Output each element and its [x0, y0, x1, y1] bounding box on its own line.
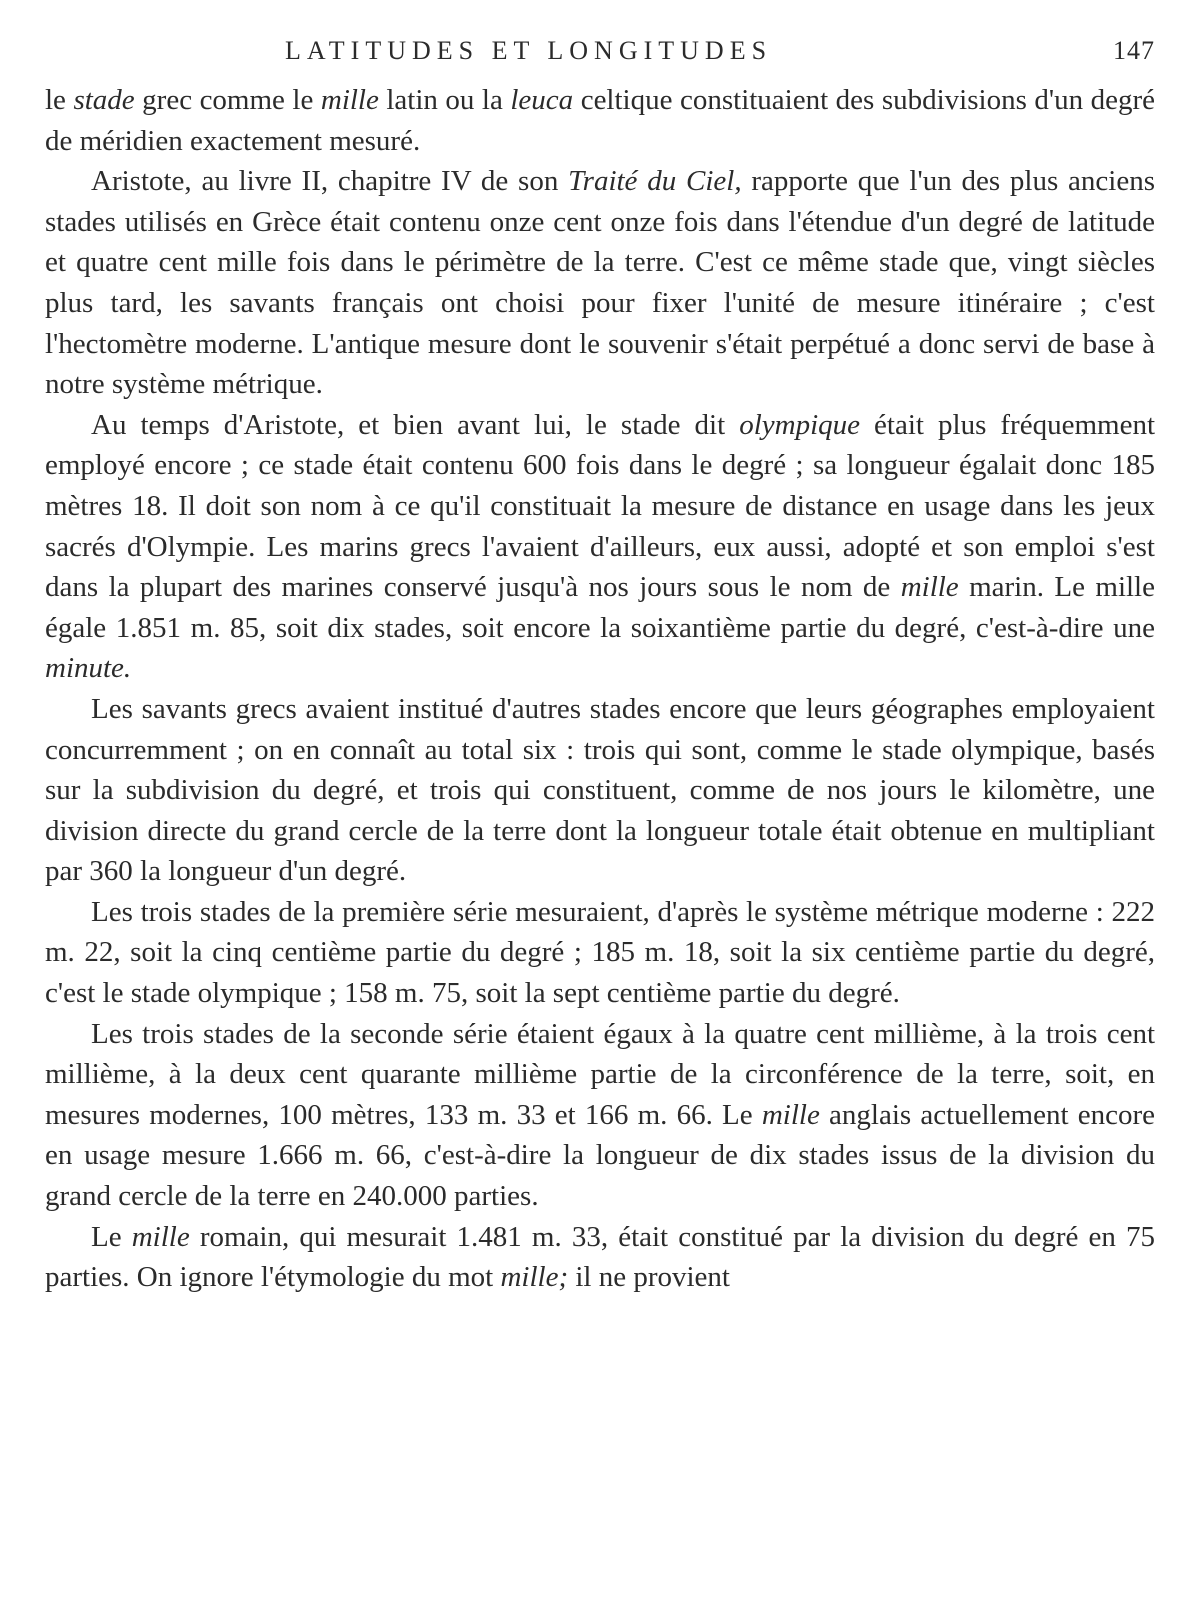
italic-term: mille;	[500, 1261, 569, 1294]
text-run: grec comme le	[134, 84, 321, 116]
paragraph	[45, 161, 1155, 405]
text-run: Le	[91, 1220, 132, 1253]
running-head	[45, 30, 1155, 80]
italic-term: minute.	[45, 652, 132, 685]
italic-term: olympique	[739, 408, 861, 441]
text-run: marin. Le mille égale 1.851 m. 85, soit dix stades, soit encore la soixantième partie du degré, c'est-à-dire une	[45, 571, 1155, 644]
text-run: Aristote, au livre II, chapitre IV de son	[91, 165, 569, 198]
book-page	[45, 30, 1155, 1590]
italic-term: mille	[320, 84, 379, 116]
text-run: Les savants grecs avaient institué d'autres stades encore que leurs géographes employaient concurremment ; on en connaît au total six : trois qui sont, comme le stade olympique, basés sur la subdivision du degré, et trois qui constituent, comme de nos jours le kilomètre, une division directe du grand cercle de la terre dont la longueur totale était obtenue en multipliant par 360 la longueur d'un degré.	[45, 692, 1155, 888]
paragraph	[45, 1217, 1155, 1298]
text-run: était plus fréquemment employé encore ; ce stade était contenu 600 fois dans le degré ; sa longueur égalait donc 185 mètres 18. Il doit son nom à ce qu'il constituait la mesure de distance en usage dans les jeux sacrés d'Olympie. Les marins grecs l'avaient d'ailleurs, eux aussi, adopté et son emploi s'est dans la plupart des marines conservé jusqu'à nos jours sous le nom de	[45, 408, 1155, 604]
italic-term: mille	[900, 571, 959, 604]
italic-term: mille	[761, 1098, 820, 1131]
text-run: le	[45, 84, 74, 116]
body-text	[45, 80, 1155, 1298]
text-run: anglais actuellement encore en usage mesure 1.666 m. 66, c'est-à-dire la longueur de dix stades issus de la division du grand cercle de la terre en 240.000 parties.	[45, 1098, 1155, 1213]
text-run: latin ou la	[378, 84, 511, 116]
paragraph	[45, 405, 1155, 689]
text-run: Les trois stades de la première série mesuraient, d'après le système métrique moderne : 222 m. 22, soit la cinq centième partie du degré ; 185 m. 18, soit la six centième partie du degré, c'est le stade olympique ; 158 m. 75, soit la sept centième partie du degré.	[45, 895, 1155, 1010]
paragraph	[45, 1014, 1155, 1217]
italic-term: mille	[131, 1220, 190, 1253]
running-title: LATITUDES ET LONGITUDES	[285, 36, 773, 65]
text-run: romain, qui mesurait 1.481 m. 33, était constitué par la division du degré en 75 parties. On ignore l'étymologie du mot	[45, 1220, 1155, 1294]
paragraph	[45, 80, 1155, 161]
italic-term: Traité du Ciel,	[568, 165, 742, 198]
italic-term: stade	[73, 84, 135, 116]
text-run: Au temps d'Aristote, et bien avant lui, le stade dit	[91, 408, 740, 441]
text-run: il ne provient	[568, 1261, 730, 1294]
paragraph	[45, 892, 1155, 1014]
page-number: 147	[1113, 36, 1155, 65]
text-run: celtique constituaient des subdivisions d'un degré de méridien exactement mesuré.	[45, 84, 1155, 157]
italic-term: leuca	[510, 84, 574, 116]
text-run: rapporte que l'un des plus anciens stades utilisés en Grèce était contenu onze cent onze fois dans l'étendue d'un degré de latitude et quatre cent mille fois dans le périmètre de la terre. C'est ce même stade que, vingt siècles plus tard, les savants français ont choisi pour fixer l'unité de mesure itinéraire ; c'est l'hectomètre moderne. L'antique mesure dont le souvenir s'était perpétué a donc servi de base à notre système métrique.	[45, 165, 1155, 401]
text-run: Les trois stades de la seconde série étaient égaux à la quatre cent millième, à la trois cent millième, à la deux cent quarante millième partie de la circonférence de la terre, soit, en mesures modernes, 100 mètres, 133 m. 33 et 166 m. 66. Le	[45, 1017, 1155, 1131]
paragraph	[45, 689, 1155, 892]
